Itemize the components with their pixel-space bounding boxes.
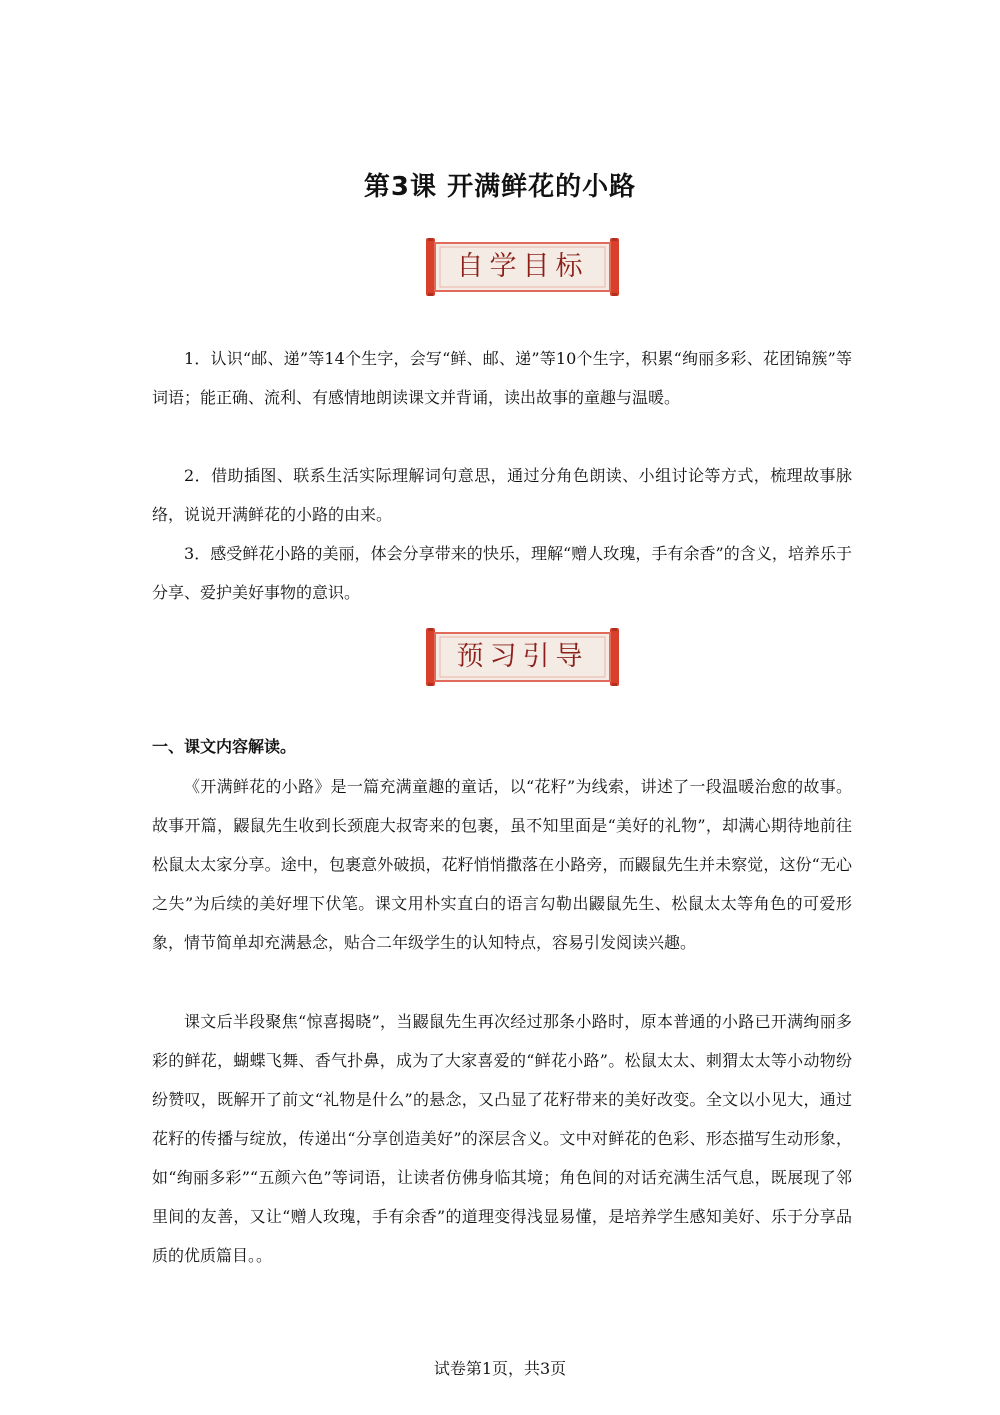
goal-item-1: 1．认识“邮、递”等14个生字，会写“鲜、邮、递”等10个生字，积累“绚丽多彩、花团锦簇”等词语；能正确、流利、有感情地朗读课文并背诵，读出故事的童趣与温暖。 bbox=[152, 349, 852, 407]
page-footer: 试卷第1页，共3页 bbox=[433, 1359, 567, 1378]
goal-item-2: 2．借助插图、联系生活实际理解词句意思，通过分角色朗读、小组讨论等方式，梳理故事脉络，说说开满鲜花的小路的由来。 bbox=[152, 466, 852, 524]
body-paragraph-1: 《开满鲜花的小路》是一篇充满童趣的童话，以“花籽”为线索，讲述了一段温暖治愈的故事。故事开篇，鼹鼠先生收到长颈鹿大叔寄来的包裹，虽不知里面是“美好的礼物”，却满心期待地前往松鼠太太家分享。途中，包裹意外破损，花籽悄悄撒落在小路旁，而鼹鼠先生并未察觉，这份“无心之失”为后续的美好埋下伏笔。课文用朴实直白的语言勾勒出鼹鼠先生、松鼠太太等角色的可爱形象，情节简单却充满悬念，贴合二年级学生的认知特点，容易引发阅读兴趣。 bbox=[152, 777, 852, 952]
preview-banner bbox=[426, 628, 619, 686]
goals-banner-label: 自学目标 bbox=[456, 251, 589, 282]
section-heading: 一、课文内容解读。 bbox=[152, 737, 297, 756]
goal-item-3: 3．感受鲜花小路的美丽，体会分享带来的快乐，理解“赠人玫瑰，手有余香”的含义，培养乐于分享、爱护美好事物的意识。 bbox=[152, 544, 852, 602]
page-title: 第3课 开满鲜花的小路 bbox=[363, 172, 637, 202]
goals-banner bbox=[426, 238, 619, 296]
preview-banner-label: 预习引导 bbox=[456, 641, 589, 672]
body-paragraph-2: 课文后半段聚焦“惊喜揭晓”，当鼹鼠先生再次经过那条小路时，原本普通的小路已开满绚丽多彩的鲜花，蝴蝶飞舞、香气扑鼻，成为了大家喜爱的“鲜花小路”。松鼠太太、刺猬太太等小动物纷纷赞叹，既解开了前文“礼物是什么”的悬念，又凸显了花籽带来的美好改变。全文以小见大，通过花籽的传播与绽放，传递出“分享创造美好”的深层含义。文中对鲜花的色彩、形态描写生动形象，如“绚丽多彩”“五颜六色”等词语，让读者仿佛身临其境；角色间的对话充满生活气息，既展现了邻里间的友善，又让“赠人玫瑰，手有余香”的道理变得浅显易懂，是培养学生感知美好、乐于分享品质的优质篇目。。 bbox=[152, 1012, 852, 1265]
